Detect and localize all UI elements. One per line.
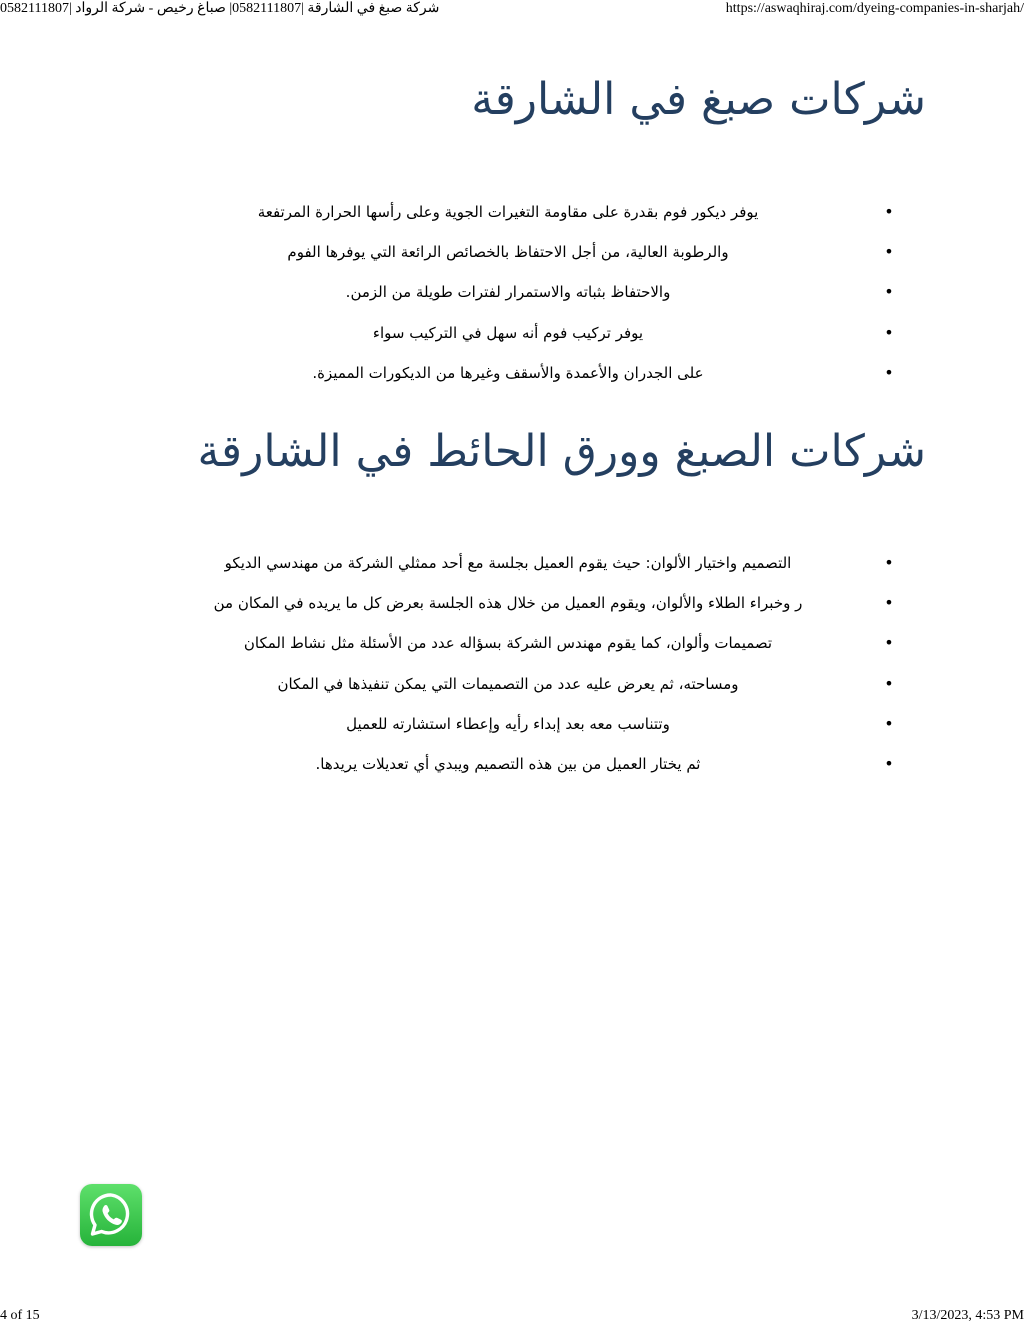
list-item-text: تصميمات وألوان، كما يقوم مهندس الشركة بسؤاله عدد من الأسئلة مثل نشاط المكان: [243, 634, 773, 653]
list-item: [0, 353, 1024, 393]
print-footer-timestamp: 3/13/2023, 4:53 PM: [911, 1308, 1024, 1323]
whatsapp-button[interactable]: [80, 1184, 142, 1246]
list-item-text: يوفر ديكور فوم بقدرة على مقاومة التغيرات الجوية وعلى رأسها الحرارة المرتفعة: [257, 203, 759, 221]
list-item: [0, 623, 1024, 663]
list-item-text: التصميم واختيار الألوان: حيث يقوم العميل بجلسة مع أحد ممثلي الشركة من مهندسي الديكو: [224, 554, 792, 572]
bullet-icon: •: [884, 362, 894, 382]
list-item: [0, 744, 1024, 784]
bullet-icon: •: [884, 553, 894, 572]
bullet-icon: •: [884, 753, 894, 773]
list-item-text: ومساحته، ثم يعرض عليه عدد من التصميمات التي يمكن تنفيذها في المكان: [277, 674, 739, 693]
list-item-text: ثم يختار العميل من بين هذه التصميم ويبدي أي تعديلات يريدها.: [315, 754, 701, 773]
list-item: [0, 313, 1024, 353]
list-item: [0, 543, 1024, 583]
list-item-text: والرطوبة العالية، من أجل الاحتفاظ بالخصائص الرائعة التي يوفرها الفوم: [287, 243, 729, 262]
design-process-list: [0, 543, 1024, 784]
features-list: [0, 192, 1024, 393]
print-header-url[interactable]: https://aswaqhiraj.com/dyeing-companies-in-sharjah/: [725, 1, 1024, 16]
bullet-icon: •: [884, 673, 894, 693]
bullet-icon: •: [884, 242, 894, 262]
list-item: [0, 192, 1024, 232]
whatsapp-icon: [88, 1192, 134, 1238]
bullet-icon: •: [884, 633, 894, 653]
list-item-text: والاحتفاظ بثباته والاستمرار لفترات طويلة من الزمن.: [345, 283, 671, 302]
bullet-icon: •: [884, 322, 894, 342]
bullet-icon: •: [884, 593, 894, 613]
print-footer-page-count: 4 of 15: [0, 1308, 40, 1323]
print-header-title: شركة صبغ في الشارقة |0582111807| صباغ رخيص - شركة الرواد |0582111807: [0, 1, 440, 16]
bullet-icon: •: [884, 202, 894, 221]
list-item-text: يوفر تركيب فوم أنه سهل في التركيب سواء: [372, 323, 644, 342]
section-heading-paint-wallpaper: شركات الصبغ وورق الحائط في الشارقة: [197, 426, 926, 477]
list-item: [0, 664, 1024, 704]
list-item: [0, 704, 1024, 744]
list-item-text: ر وخبراء الطلاء والألوان، ويقوم العميل من خلال هذه الجلسة بعرض كل ما يريده في المكان من: [213, 594, 803, 613]
list-item: [0, 232, 1024, 272]
list-item-text: وتتناسب معه بعد إبداء رأيه وإعطاء استشارته للعميل: [346, 714, 670, 733]
bullet-icon: •: [884, 713, 894, 733]
list-item: [0, 583, 1024, 623]
list-item: [0, 272, 1024, 312]
bullet-icon: •: [884, 282, 894, 302]
section-heading-dyeing-companies: شركات صبغ في الشارقة: [471, 74, 926, 125]
list-item-text: على الجدران والأعمدة والأسقف وغيرها من الديكورات المميزة.: [312, 363, 704, 382]
